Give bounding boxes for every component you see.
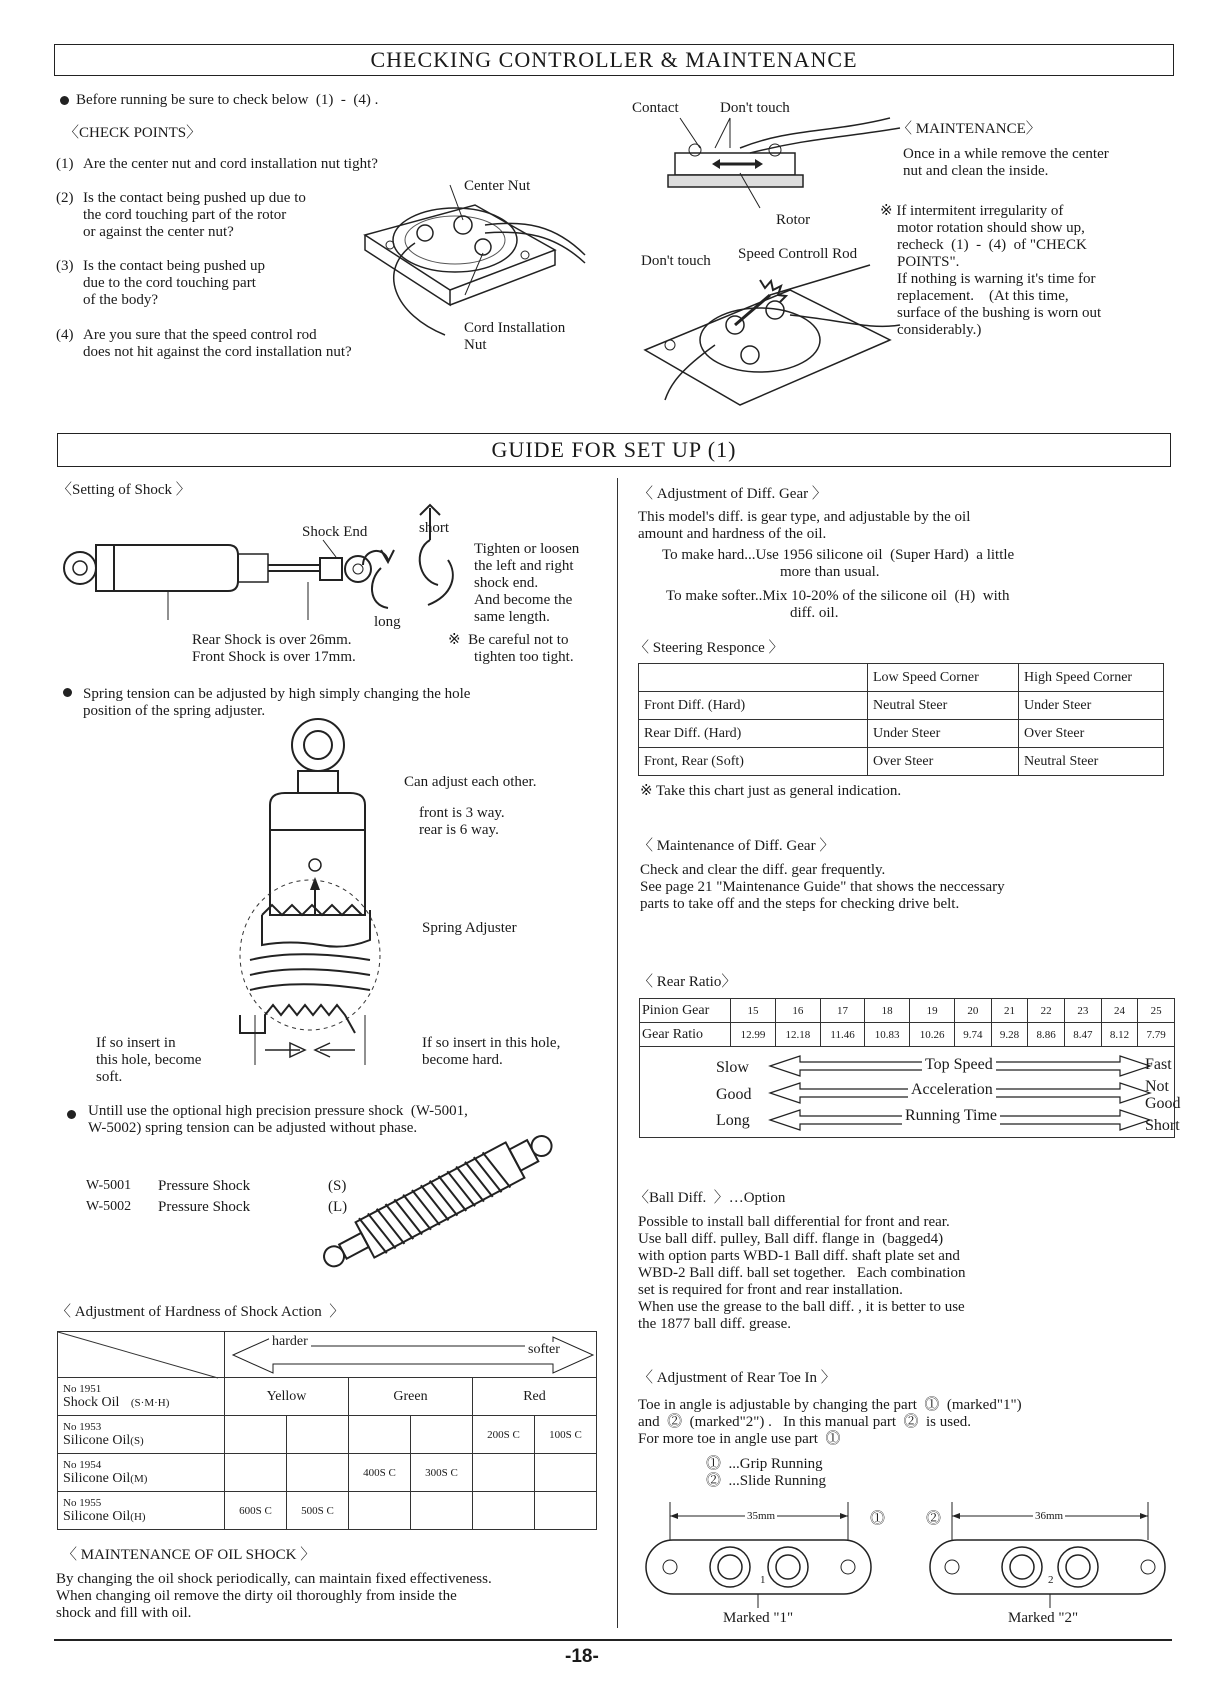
maintenance-title-text: CHECKING CONTROLLER & MAINTENANCE (370, 47, 858, 72)
oil-shock-title: 〈 MAINTENANCE OF OIL SHOCK 〉 (62, 1547, 316, 1563)
arrow-left-label: Slow (716, 1059, 749, 1076)
product-no: No 1954 (63, 1458, 102, 1471)
rear-ratio-table (639, 998, 1175, 1047)
hardness-scale-cell (225, 1332, 597, 1378)
pressure-item-code: W-5001 (86, 1178, 132, 1193)
pressure-item-code: W-5002 (86, 1199, 132, 1214)
viscosity-cell: 600S C (225, 1492, 287, 1530)
diff-gear-title: 〈 Adjustment of Diff. Gear 〉 (638, 486, 827, 502)
spring-text: position of the spring adjuster. (83, 703, 266, 719)
pressure-item-size: (S) (328, 1178, 347, 1194)
hardness-table (57, 1331, 597, 1530)
arrow-center-label: Top Speed (922, 1056, 996, 1074)
short-label: short (419, 520, 449, 536)
right-plate-marked: Marked "2" (1008, 1610, 1079, 1626)
bullet (60, 96, 69, 105)
viscosity-cell: 300S C (411, 1454, 473, 1492)
right-plate-dim: 36mm (1033, 1508, 1065, 1525)
viscosity-cell (287, 1416, 349, 1454)
bullet (67, 1110, 76, 1119)
steering-row-label: Front, Rear (Soft) (639, 748, 868, 776)
steering-cell: Neutral Steer (1019, 748, 1164, 776)
long-label: long (374, 614, 401, 630)
color-red: Red (473, 1378, 597, 1416)
viscosity-cell (535, 1454, 597, 1492)
check-point-line: Is the contact being pushed up (83, 258, 266, 274)
maintenance-note: recheck (1) - (4) of "CHECK (897, 237, 1087, 253)
steering-table (638, 663, 1164, 776)
front-shock-length: Front Shock is over 17mm. (192, 649, 356, 665)
adjust-each-label: Can adjust each other. (404, 774, 537, 790)
pinion-label: Pinion Gear (640, 999, 731, 1023)
arrow-right-label: Short (1145, 1117, 1180, 1134)
oil-shock-text: shock and fill with oil. (56, 1605, 192, 1621)
guide-title-text: GUIDE FOR SET UP (1) (491, 437, 737, 462)
viscosity-cell (349, 1416, 411, 1454)
diff-gear-text: This model's diff. is gear type, and adjustable by the oil (638, 509, 971, 525)
arrow-right-label-2: Good (1145, 1095, 1181, 1112)
left-plate-part: ⓵ (870, 1511, 886, 1527)
ball-diff-text: set is required for front and rear installation. (638, 1282, 903, 1298)
arrow-center-label: Acceleration (908, 1081, 996, 1099)
check-intro: Before running be sure to check below (1) - (4) . (76, 92, 379, 108)
ratio-cell: 10.83 (865, 1023, 910, 1047)
ratio-cell: 12.18 (775, 1023, 820, 1047)
maintenance-note: If nothing is warning it's time for (897, 271, 1096, 287)
maintenance-section-title (54, 44, 1174, 76)
pinion-cell: 23 (1065, 999, 1102, 1023)
tighten-text: Tighten or loosen (474, 541, 580, 557)
arrow-right-label: Not (1145, 1078, 1169, 1095)
check-point-line: the cord touching part of the rotor (83, 207, 287, 223)
bullet (63, 688, 72, 697)
pressure-shock-text: Untill use the optional high precision pressure shock (W-5001, (88, 1103, 468, 1119)
steering-corner (639, 664, 868, 692)
ratio-cell: 9.28 (991, 1023, 1028, 1047)
diff-softer-text: To make softer..Mix 10-20% of the silicone oil (H) with (666, 588, 1010, 604)
hardness-row-label (58, 1492, 225, 1530)
diff-hard-text-2: more than usual. (780, 564, 880, 580)
maintenance-line: nut and clean the inside. (903, 163, 1049, 179)
softer-label: softer (525, 1342, 563, 1358)
contact-top-figure (660, 118, 910, 208)
check-point-line: Are the center nut and cord installation nut tight? (83, 156, 378, 172)
product-name: Silicone Oil (63, 1470, 131, 1486)
right-plate-part: ⓶ (926, 1511, 942, 1527)
maintenance-note: ※ If intermitent irregularity of (880, 203, 1064, 219)
hardness-title: 〈 Adjustment of Hardness of Shock Action 〉 (56, 1304, 345, 1320)
shock-end-label: Shock End (302, 524, 368, 540)
toe-text: For more toe in angle use part ⓵ (638, 1431, 841, 1447)
rear-way-label: rear is 6 way. (419, 822, 499, 838)
diff-maint-text: Check and clear the diff. gear frequently. (640, 862, 886, 878)
ratio-cell: 12.99 (731, 1023, 776, 1047)
viscosity-cell (473, 1454, 535, 1492)
left-plate-dim: 35mm (745, 1508, 777, 1525)
pinion-cell: 15 (731, 999, 776, 1023)
product-name: Silicone Oil (63, 1508, 131, 1524)
pinion-cell: 22 (1028, 999, 1065, 1023)
ratio-cell: 8.47 (1065, 1023, 1102, 1047)
viscosity-cell: 400S C (349, 1454, 411, 1492)
product-no: No 1953 (63, 1420, 102, 1433)
pressure-item-size: (L) (328, 1199, 348, 1215)
viscosity-cell (535, 1492, 597, 1530)
check-point-line: does not hit against the cord installation nut? (83, 344, 352, 360)
ball-diff-text: Use ball diff. pulley, Ball diff. flange in (bagged4) (638, 1231, 944, 1247)
ratio-cell: 10.26 (910, 1023, 955, 1047)
ball-diff-text: When use the grease to the ball diff. , it is better to use (638, 1299, 965, 1315)
pinion-cell: 16 (775, 999, 820, 1023)
viscosity-cell (225, 1454, 287, 1492)
ratio-row (640, 1023, 1175, 1047)
dont-touch-bottom-label: Don't touch (641, 253, 711, 269)
pinion-cell: 17 (820, 999, 864, 1023)
oil-shock-text: By changing the oil shock periodically, can maintain fixed effectiveness. (56, 1571, 492, 1587)
ratio-cell: 8.86 (1028, 1023, 1065, 1047)
dont-touch-top-label: Don't touch (720, 100, 790, 116)
column-divider (617, 478, 618, 1628)
product-grade: (S·M·H) (130, 1396, 170, 1409)
harder-label: harder (269, 1334, 311, 1350)
pinion-cell: 18 (865, 999, 910, 1023)
soft-label: If so insert in (96, 1035, 176, 1051)
ball-diff-title: 〈Ball Diff. 〉…Option (634, 1190, 786, 1206)
cord-nut-label-2: Nut (464, 337, 487, 353)
spring-adjuster-figure (230, 715, 400, 1075)
hardness-row-label (58, 1454, 225, 1492)
maintenance-note: POINTS". (897, 254, 960, 270)
toe-text: and ⓶ (marked"2") . In this manual part ⓶ is used. (638, 1414, 972, 1430)
check-point-line: Are you sure that the speed control rod (83, 327, 317, 343)
rear-ratio-box (639, 998, 1181, 1138)
product-name: Shock Oil (63, 1394, 120, 1410)
arrow-left-label: Long (716, 1112, 750, 1129)
diff-softer-text-2: diff. oil. (790, 605, 839, 621)
tighten-text: the left and right (474, 558, 574, 574)
caution-text: ※ Be careful not to (448, 632, 569, 648)
page-number: -18- (565, 1646, 599, 1667)
pressure-item-name: Pressure Shock (158, 1199, 251, 1215)
check-point-line: due to the cord touching part (83, 275, 256, 291)
pinion-row (640, 999, 1175, 1023)
product-no: No 1951 (63, 1382, 102, 1395)
soft-label-2: this hole, become (96, 1052, 202, 1068)
hardness-row-label (58, 1378, 225, 1416)
diff-maint-text: parts to take off and the steps for checking drive belt. (640, 896, 960, 912)
maintenance-line: Once in a while remove the center (903, 146, 1109, 162)
pinion-cell: 21 (991, 999, 1028, 1023)
viscosity-cell (287, 1454, 349, 1492)
left-plate-num: 1 (760, 1574, 766, 1586)
speed-rod-label: Speed Controll Rod (738, 246, 858, 262)
diff-maint-title: 〈 Maintenance of Diff. Gear 〉 (638, 838, 835, 854)
contact-label: Contact (632, 100, 679, 116)
maintenance-note: motor rotation should show up, (897, 220, 1085, 236)
product-grade: (S) (130, 1434, 144, 1447)
hardness-corner-cell (58, 1332, 225, 1378)
maintenance-note: considerably.) (897, 322, 982, 338)
hard-label: If so insert in this hole, (422, 1035, 561, 1051)
pressure-item-name: Pressure Shock (158, 1178, 251, 1194)
check-point-num: (2) (56, 190, 74, 206)
front-way-label: front is 3 way. (419, 805, 505, 821)
tighten-text: And become the (474, 592, 573, 608)
spring-text: Spring tension can be adjusted by high simply changing the hole (83, 686, 471, 702)
pressure-shock-figure (320, 1140, 560, 1260)
tighten-text: same length. (474, 609, 550, 625)
steering-cell: Under Steer (868, 720, 1019, 748)
footer-rule (54, 1639, 1172, 1641)
toe-text: Toe in angle is adjustable by changing the part ⓵ (marked"1") (638, 1397, 1022, 1413)
ball-diff-text: WBD-2 Ball diff. ball set together. Each combination (638, 1265, 966, 1281)
check-point-line: Is the contact being pushed up due to (83, 190, 306, 206)
viscosity-cell (473, 1492, 535, 1530)
steering-title: 〈 Steering Responce 〉 (634, 640, 784, 656)
hard-label-2: become hard. (422, 1052, 503, 1068)
product-name: Silicone Oil (63, 1432, 131, 1448)
steering-cell: Under Steer (1019, 692, 1164, 720)
diff-maint-text: See page 21 "Maintenance Guide" that shows the neccessary (640, 879, 1005, 895)
ratio-cell: 8.12 (1101, 1023, 1138, 1047)
steering-row-label: Front Diff. (Hard) (639, 692, 868, 720)
guide-section-title (57, 433, 1171, 467)
steering-cell: Over Steer (868, 748, 1019, 776)
pressure-shock-text: W-5002) spring tension can be adjusted without phase. (88, 1120, 418, 1136)
steering-col-header: High Speed Corner (1019, 664, 1164, 692)
hardness-row-label (58, 1416, 225, 1454)
product-grade: (H) (130, 1510, 146, 1523)
maintenance-note: surface of the bushing is worn out (897, 305, 1102, 321)
spring-adjuster-label: Spring Adjuster (422, 920, 517, 936)
arrow-center-label: Running Time (902, 1107, 1000, 1125)
viscosity-cell: 200S C (473, 1416, 535, 1454)
viscosity-cell: 100S C (535, 1416, 597, 1454)
toe-title: 〈 Adjustment of Rear Toe In 〉 (638, 1370, 836, 1386)
rotor-label: Rotor (776, 212, 811, 228)
steering-col-header: Low Speed Corner (868, 664, 1019, 692)
diff-gear-text: amount and hardness of the oil. (638, 526, 827, 542)
product-no: No 1955 (63, 1496, 102, 1509)
rear-shock-length: Rear Shock is over 26mm. (192, 632, 352, 648)
viscosity-cell (225, 1416, 287, 1454)
center-nut-label: Center Nut (464, 178, 531, 194)
steering-note: ※ Take this chart just as general indication. (640, 783, 902, 799)
pinion-cell: 24 (1101, 999, 1138, 1023)
maintenance-title: 〈 MAINTENANCE〉 (897, 121, 1041, 137)
check-point-num: (4) (56, 327, 74, 343)
viscosity-cell (411, 1492, 473, 1530)
viscosity-cell (349, 1492, 411, 1530)
pinion-cell: 20 (955, 999, 992, 1023)
maintenance-note: replacement. (At this time, (897, 288, 1069, 304)
pinion-cell: 25 (1138, 999, 1175, 1023)
ratio-label: Gear Ratio (640, 1023, 731, 1047)
steering-cell: Over Steer (1019, 720, 1164, 748)
ratio-cell: 11.46 (820, 1023, 864, 1047)
product-grade: (M) (130, 1472, 148, 1485)
contact-bottom-figure (640, 270, 900, 400)
check-points-title: 〈CHECK POINTS〉 (64, 125, 202, 141)
check-point-line: or against the center nut? (83, 224, 234, 240)
viscosity-cell: 500S C (287, 1492, 349, 1530)
color-yellow: Yellow (225, 1378, 349, 1416)
check-point-num: (3) (56, 258, 74, 274)
color-green: Green (349, 1378, 473, 1416)
arrow-left-label: Good (716, 1086, 752, 1103)
tighten-text: shock end. (474, 575, 539, 591)
steering-row-label: Rear Diff. (Hard) (639, 720, 868, 748)
ball-diff-text: the 1877 ball diff. grease. (638, 1316, 792, 1332)
ratio-cell: 7.79 (1138, 1023, 1175, 1047)
toe-item: ⓶ ...Slide Running (706, 1473, 827, 1489)
setting-shock-title: 〈Setting of Shock 〉 (57, 482, 191, 498)
diff-hard-text: To make hard...Use 1956 silicone oil (Super Hard) a little (662, 547, 1015, 563)
caution-text-2: tighten too tight. (474, 649, 574, 665)
cord-nut-label: Cord Installation (464, 320, 566, 336)
left-plate-marked: Marked "1" (723, 1610, 794, 1626)
arrow-right-label: Fast (1145, 1056, 1172, 1073)
check-point-num: (1) (56, 156, 74, 172)
toe-item: ⓵ ...Grip Running (706, 1456, 823, 1472)
ratio-cell: 9.74 (955, 1023, 992, 1047)
right-plate-num: 2 (1048, 1574, 1054, 1586)
ball-diff-text: with option parts WBD-1 Ball diff. shaft plate set and (638, 1248, 960, 1264)
rear-ratio-title: 〈 Rear Ratio〉 (638, 974, 737, 990)
pinion-cell: 19 (910, 999, 955, 1023)
soft-label-3: soft. (96, 1069, 123, 1085)
oil-shock-text: When changing oil remove the dirty oil thoroughly from inside the (56, 1588, 457, 1604)
steering-cell: Neutral Steer (868, 692, 1019, 720)
viscosity-cell (411, 1416, 473, 1454)
ball-diff-text: Possible to install ball differential for front and rear. (638, 1214, 950, 1230)
check-point-line: of the body? (83, 292, 158, 308)
